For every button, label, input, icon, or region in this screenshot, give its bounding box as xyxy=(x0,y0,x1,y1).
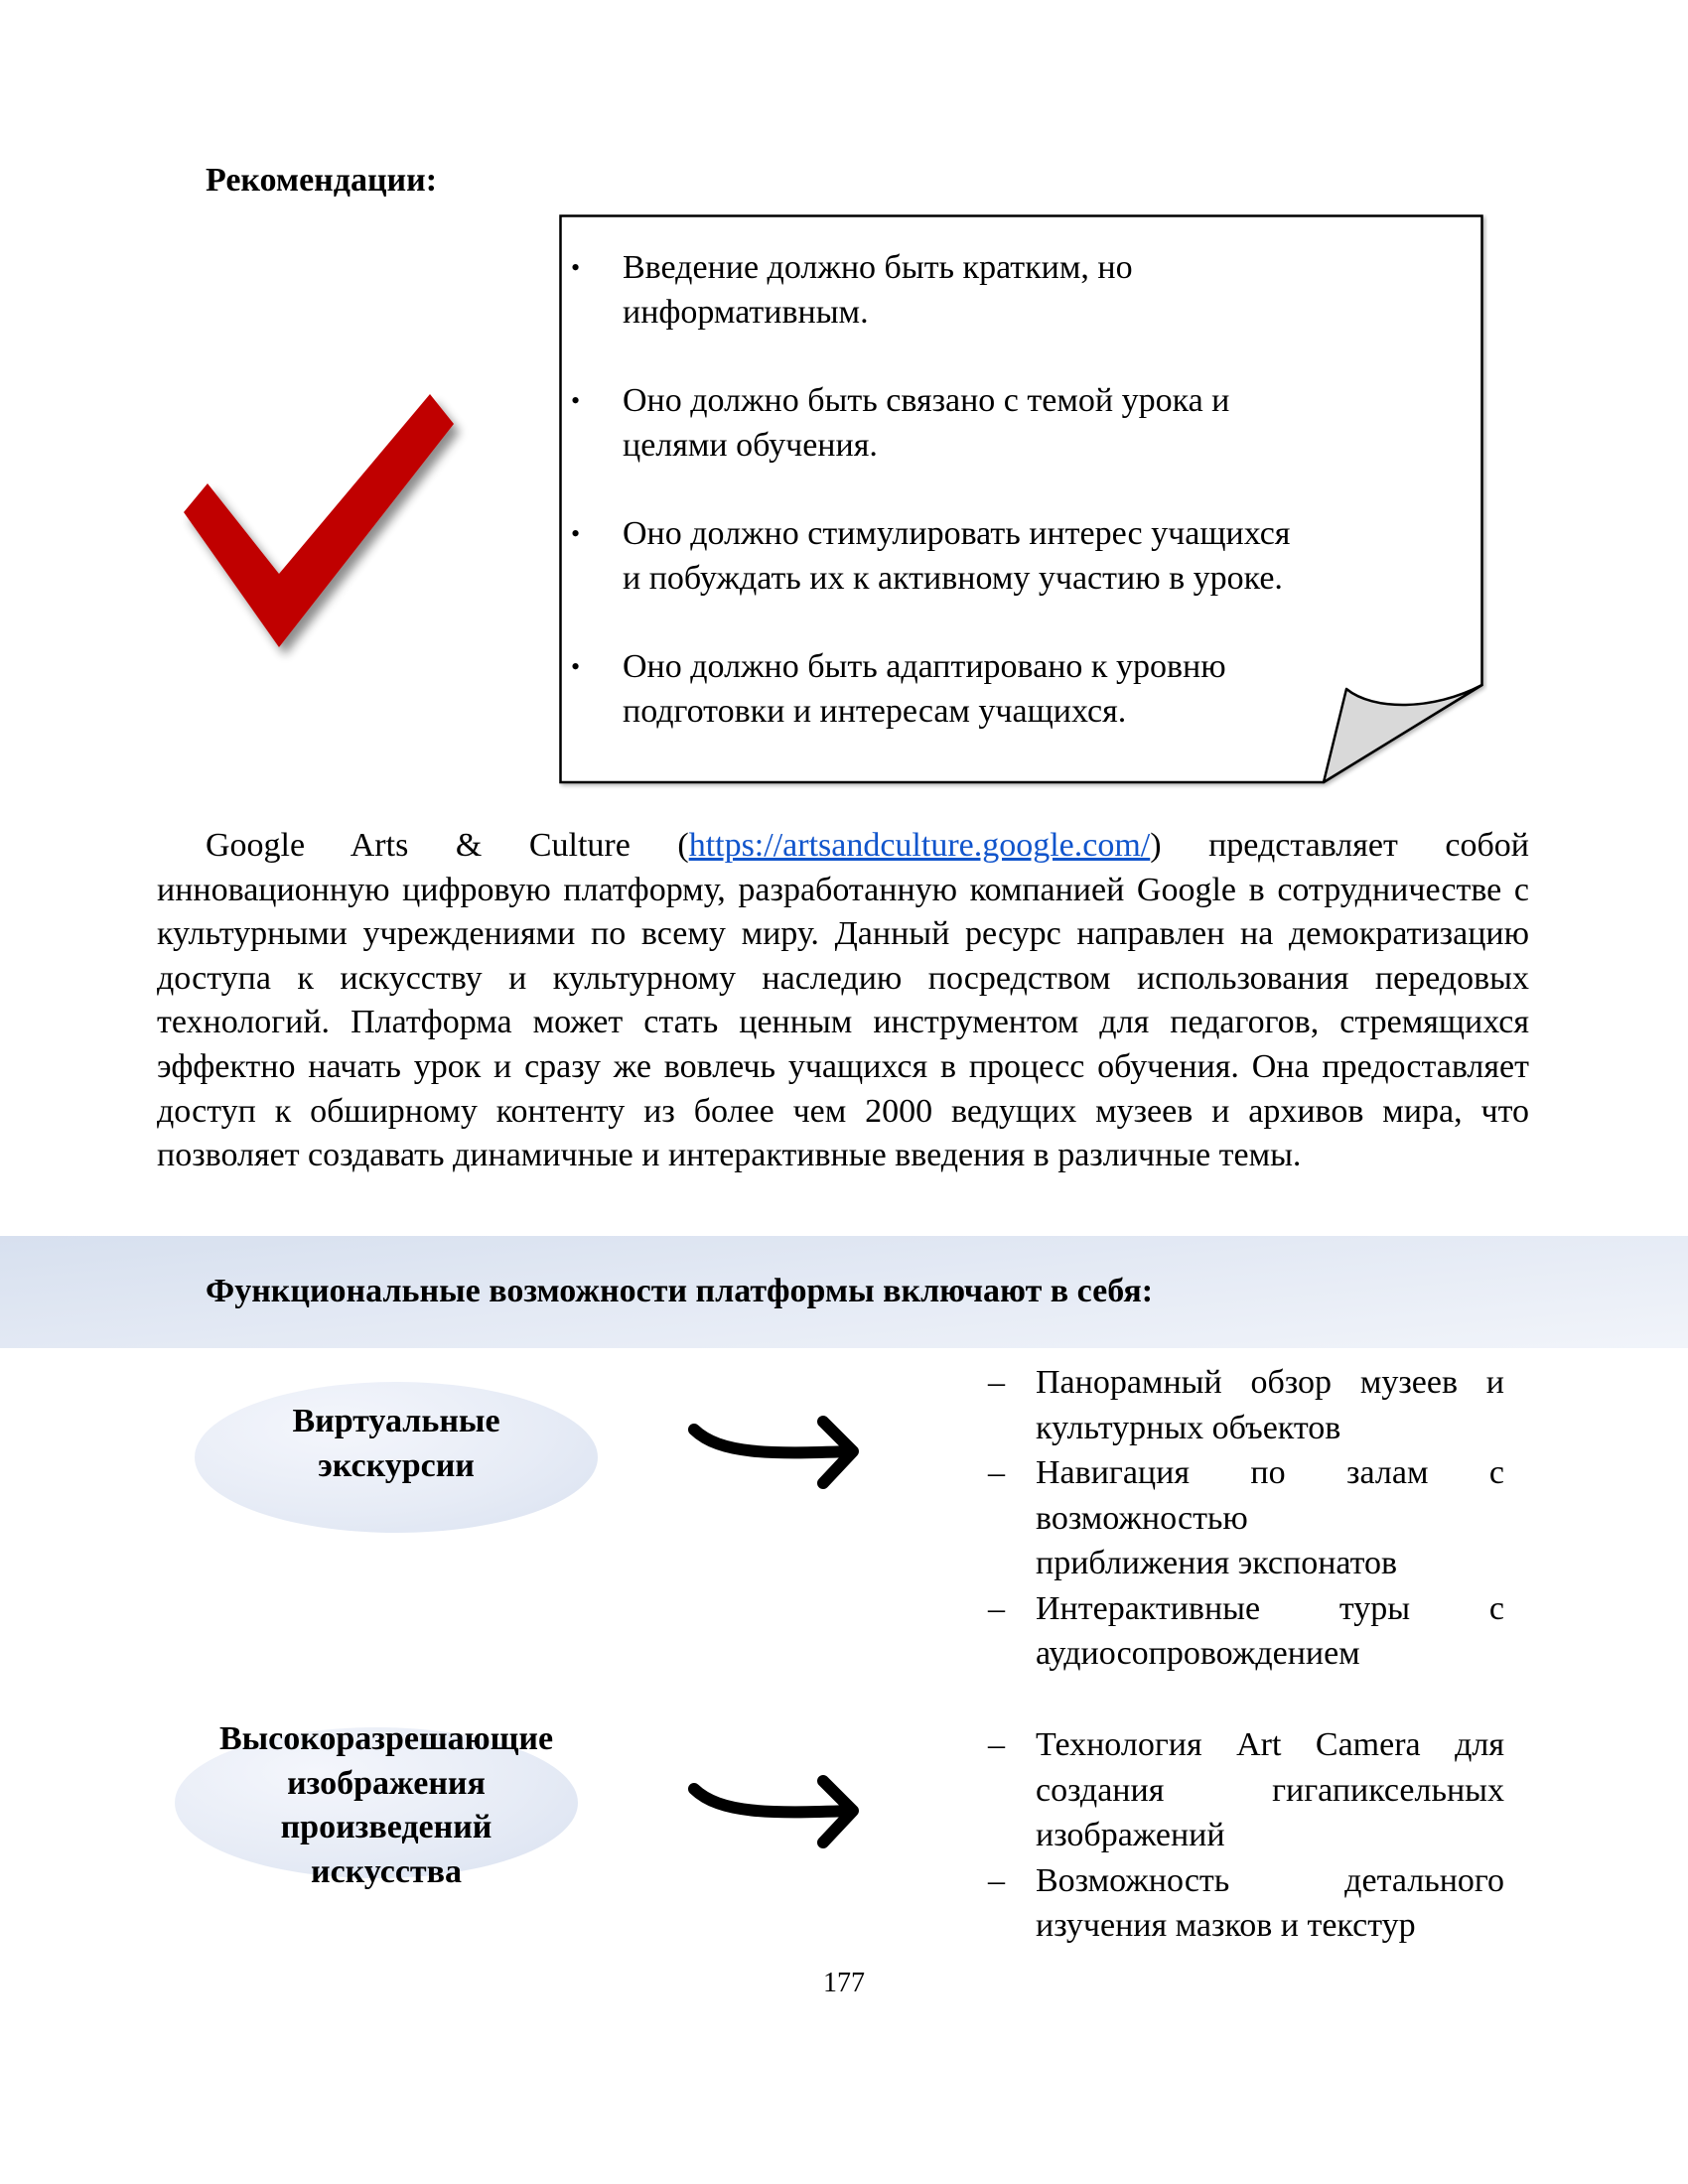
intro-text-after-link: ) представляет собой инновационную цифровую платформу, разработанную компанией Google в сотрудничестве с культурными учреждениями по всему миру. Данный ресурс направлен на демократизацию доступа к искусству и культурному наследию посредством использования передовых технологий. Платформа может стать ценным инструментом для педагогов, стремящихся эффектно начать урок и сразу же вовлечь учащихся в процесс обучения. Она предоставляет доступ к обширному контенту из более чем 2000 ведущих музеев и архивов мира, что позволяет создавать динамичные и интерактивные введения в различные темы. xyxy=(157,827,1529,1174)
intro-text-before-link: Google Arts & Culture ( xyxy=(206,827,689,864)
feature-item xyxy=(988,1722,1504,1858)
red-checkmark-icon xyxy=(174,387,472,665)
label-line: произведений xyxy=(280,1809,492,1845)
recommendation-line: и побуждать их к активному участию в уроке. xyxy=(623,559,1283,597)
feature-item xyxy=(988,1858,1504,1949)
arrow-right-icon xyxy=(680,1400,869,1509)
feature-item xyxy=(988,1360,1504,1450)
feature-text: Навигация по залам с возможностью приближения экспонатов xyxy=(1036,1454,1504,1581)
arrow-right-icon xyxy=(680,1759,869,1868)
label-line: экскурсии xyxy=(318,1446,475,1484)
bullet-icon: • xyxy=(571,652,581,681)
feature-text: Панорамный обзор музеев и культурных объектов xyxy=(1036,1364,1504,1446)
features-banner xyxy=(0,1236,1688,1348)
label-line: изображения xyxy=(287,1764,486,1802)
high-res-images-label xyxy=(175,1717,598,1894)
recommendation-line: Оно должно быть связано с темой урока и xyxy=(623,382,1230,419)
label-line: Высокоразрешающие xyxy=(218,1720,554,1757)
recommendations-box xyxy=(559,214,1484,786)
high-res-images-features xyxy=(988,1722,1504,1949)
dash-icon: – xyxy=(988,1364,1005,1401)
recommendation-line: подготовки и интересам учащихся. xyxy=(623,692,1127,730)
feature-item xyxy=(988,1450,1504,1586)
artsandculture-link[interactable]: https://artsandculture.google.com/ xyxy=(688,827,1151,864)
feature-text: Возможность детального изучения мазков и текстур xyxy=(1036,1861,1504,1944)
feature-item xyxy=(988,1586,1504,1677)
feature-text: Интерактивные туры с аудиосопровождением xyxy=(1036,1589,1504,1672)
feature-text: Технология Art Camera для создания гигапиксельных изображений xyxy=(1036,1726,1504,1853)
recommendation-line: целями обучения. xyxy=(623,426,878,464)
virtual-tours-label xyxy=(195,1400,598,1488)
label-line: Виртуальные xyxy=(292,1403,500,1439)
bullet-icon: • xyxy=(571,253,581,282)
virtual-tours-features xyxy=(988,1360,1504,1677)
recommendation-line: Введение должно быть кратким, но xyxy=(623,249,1133,286)
dash-icon: – xyxy=(988,1726,1005,1763)
dash-icon: – xyxy=(988,1454,1005,1491)
bullet-icon: • xyxy=(571,386,581,415)
features-title: Функциональные возможности платформы включают в себя: xyxy=(206,1273,1154,1309)
recommendation-line: Оно должно быть адаптировано к уровню xyxy=(623,648,1226,685)
recommendation-line: Оно должно стимулировать интерес учащихся xyxy=(623,515,1291,552)
dash-icon: – xyxy=(988,1861,1005,1899)
bullet-icon: • xyxy=(571,519,581,548)
recommendation-line: информативным. xyxy=(623,293,869,331)
dash-icon: – xyxy=(988,1589,1005,1627)
label-line: искусства xyxy=(311,1852,462,1890)
recommendations-heading: Рекомендации: xyxy=(206,162,438,199)
intro-paragraph xyxy=(157,824,1529,1178)
page-number: 177 xyxy=(823,1968,865,1998)
